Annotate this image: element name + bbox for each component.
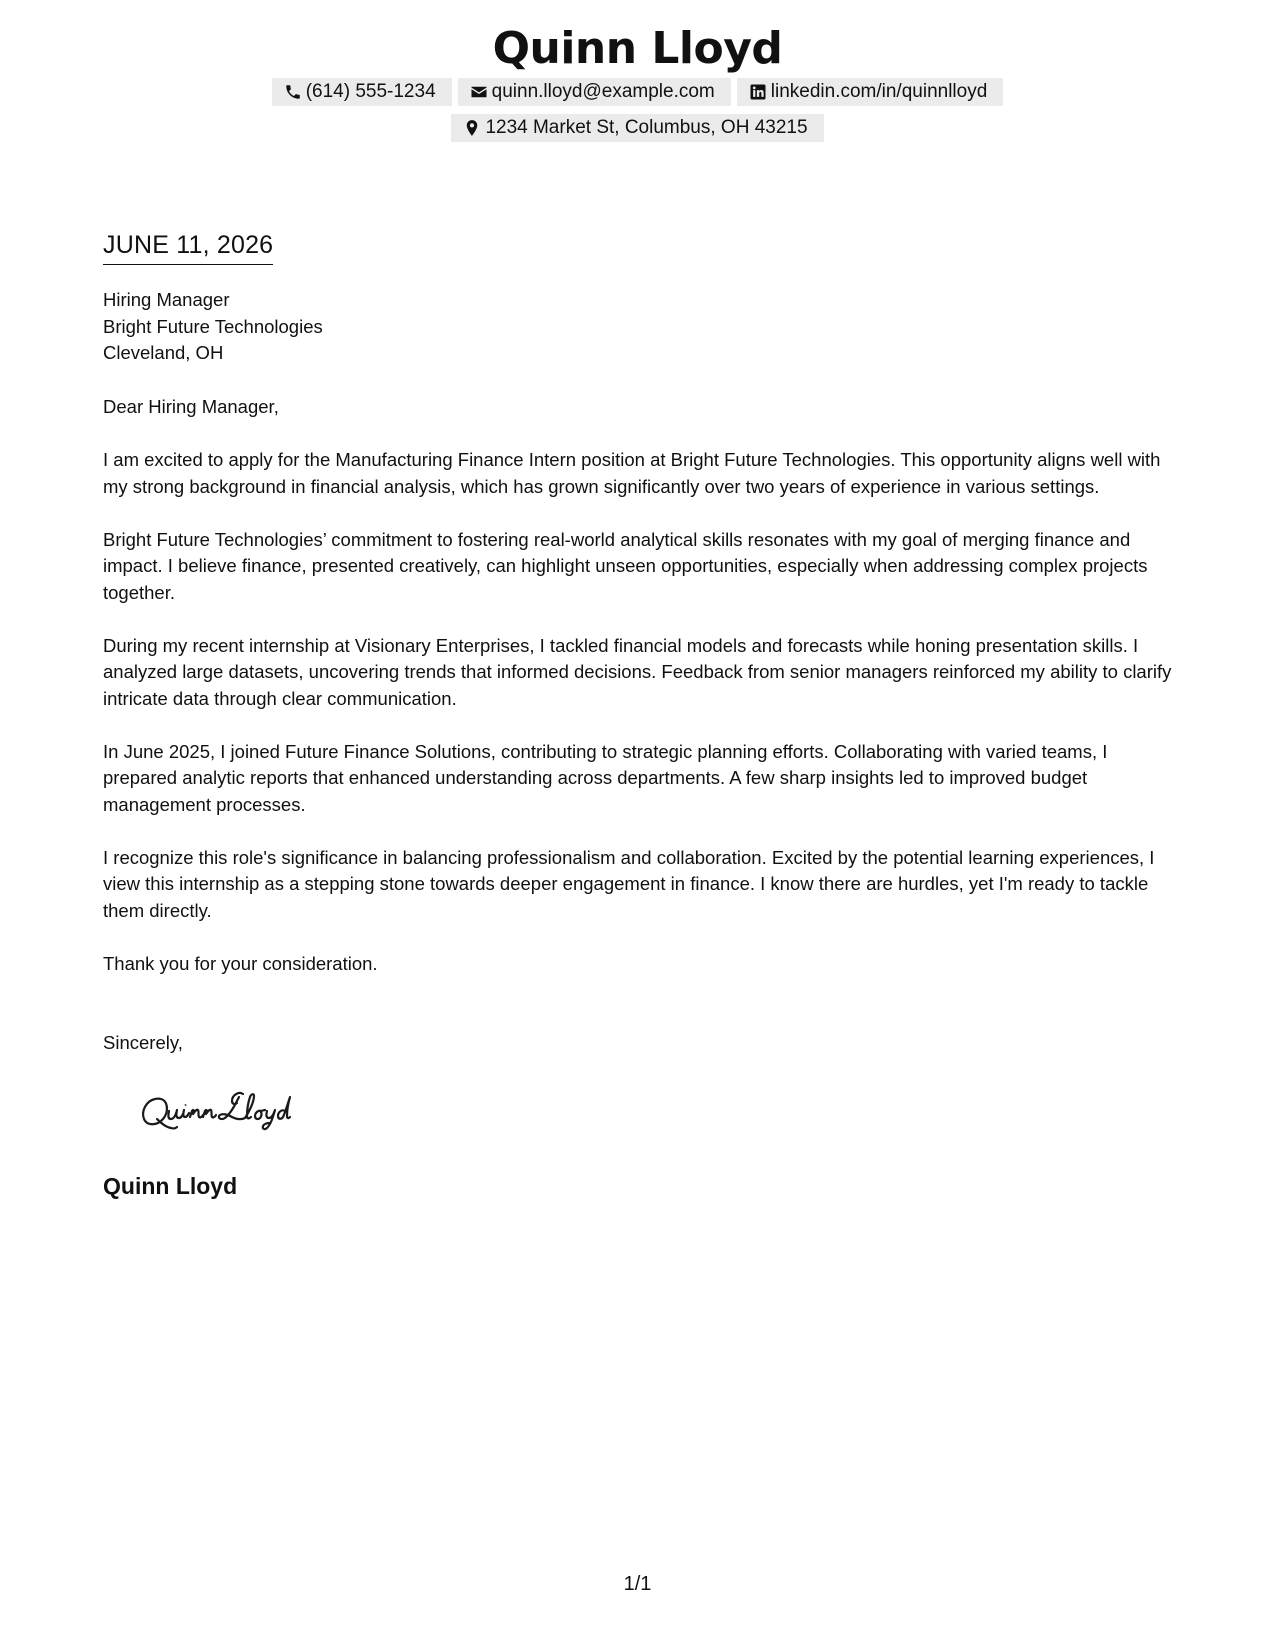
phone-chip (272, 78, 452, 106)
contact-row-primary (0, 78, 1275, 106)
envelope-icon (470, 83, 488, 101)
letter-date: JUNE 11, 2026 (103, 228, 273, 265)
thank-you-line: Thank you for your consideration. (103, 952, 378, 974)
letter-header (0, 20, 1275, 142)
body-paragraph: In June 2025, I joined Future Finance Solutions, contributing to strategic planning efforts. Collaborating with varied teams, I prepared analytic reports that enhanced understanding across departments. A few sharp insights led to improved budget management processes. (103, 740, 1108, 815)
recipient-block (103, 287, 323, 367)
handwritten-signature (135, 1085, 335, 1135)
recipient-title: Hiring Manager (103, 289, 230, 310)
body-paragraph: Bright Future Technologies’ commitment to fostering real-world analytical skills resonates with my goal of merging finance and impact. I believe finance, presented creatively, can highlight unseen opportunities, especially when addressing complex projects together. (103, 528, 1148, 603)
applicant-name: Quinn Lloyd (492, 23, 783, 74)
recipient-company: Bright Future Technologies (103, 315, 323, 337)
salutation: Dear Hiring Manager, (103, 396, 279, 417)
address-chip (451, 114, 823, 142)
email-chip (458, 78, 731, 106)
recipient-location: Cleveland, OH (103, 342, 224, 363)
linkedin-url: linkedin.com/in/quinnlloyd (770, 81, 988, 102)
body-paragraph: During my recent internship at Visionary Enterprises, I tackled financial models and forecasts while honing presentation skills. I analyzed large datasets, uncovering trends that informed decisions. Feedback from senior managers reinforced my ability to clarify intricate data through clear communication. (103, 634, 1172, 709)
contact-row-secondary (0, 114, 1275, 142)
body-paragraph: I recognize this role's significance in balancing professionalism and collaboration. Excited by the potential learning experiences, I view this internship as a stepping stone towards deeper engagement in finance. I know there are hurdles, yet I'm ready to tackle them directly. (103, 846, 1155, 921)
page-number: 1/1 (623, 1573, 652, 1595)
body-paragraph: I am excited to apply for the Manufacturing Finance Intern position at Bright Future Technologies. This opportunity aligns well with my strong background in financial analysis, which has grown significantly over two years of experience in various settings. (103, 449, 1161, 497)
phone-number: (614) 555-1234 (305, 81, 436, 102)
linkedin-chip (737, 78, 1004, 106)
map-pin-icon (463, 119, 481, 137)
signer-name: Quinn Lloyd (103, 1173, 238, 1199)
street-address: 1234 Market St, Columbus, OH 43215 (485, 117, 808, 138)
closing-line: Sincerely, (103, 1032, 183, 1053)
letter-body (103, 394, 1173, 1004)
phone-icon (284, 83, 302, 101)
email-address: quinn.lloyd@example.com (491, 81, 715, 102)
linkedin-icon (749, 83, 767, 101)
